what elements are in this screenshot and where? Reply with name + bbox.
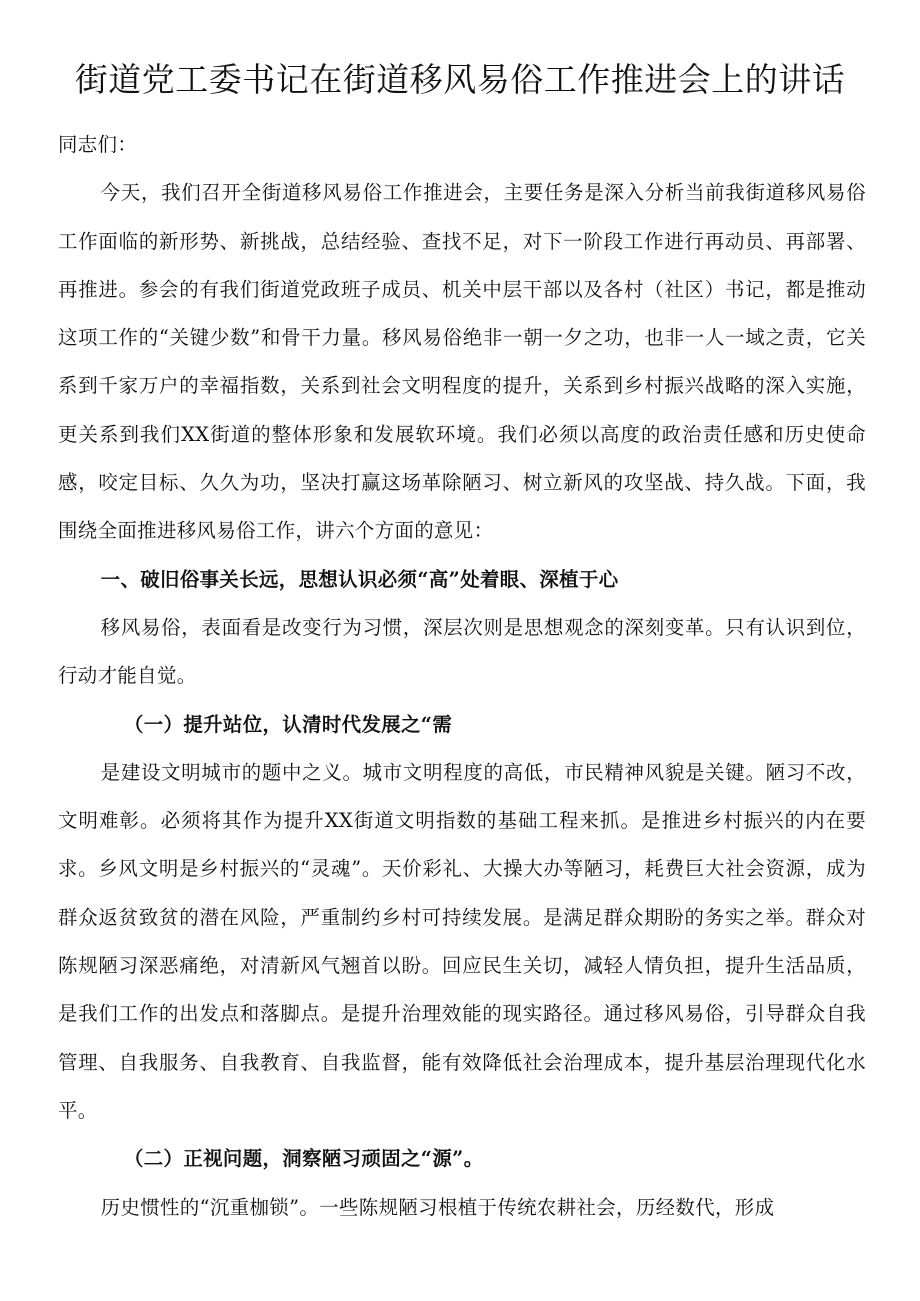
document-body — [58, 121, 866, 1232]
section-1-paragraph: 移风易俗，表面看是改变行为习惯，深层次则是思想观念的深刻变革。只有认识到位，行动才能自觉。 — [58, 615, 866, 688]
intro-paragraph: 今天，我们召开全街道移风易俗工作推进会，主要任务是深入分析当前我街道移风易俗工作面临的新形势、新挑战，总结经验、查找不足，对下一阶段工作进行再动员、再部署、再推进。参会的有我们街道党政班子成员、机关中层干部以及各村（社区）书记，都是推动这项工作的“关键少数”和骨干力量。移风易俗绝非一朝一夕之功，也非一人一域之责，它关系到千家万户的幸福指数，关系到社会文明程度的提升，关系到乡村振兴战略的深入实施，更关系到我们XX街道的整体形象和发展软环境。我们必须以高度的政治责任感和历史使命感，咬定目标、久久为功，坚决打赢这场革除陋习、树立新风的攻坚战、持久战。下面，我围绕全面推进移风易俗工作，讲六个方面的意见： — [58, 181, 866, 543]
subsection-2-heading: （二）正视问题，洞察陋习顽固之“源”。 — [123, 1147, 484, 1171]
subsection-1-heading: （一）提升站位，认清时代发展之“需 — [123, 712, 453, 736]
document-title: 街道党工委书记在街道移风易俗工作推进会上的讲话 — [74, 60, 846, 99]
subsection-2-paragraph: 历史惯性的“沉重枷锁”。一些陈规陋习根植于传统农耕社会，历经数代，形成 — [100, 1195, 775, 1219]
greeting: 同志们： — [58, 133, 138, 156]
subsection-1-paragraph: 是建设文明城市的题中之义。城市文明程度的高低，市民精神风貌是关键。陋习不改，文明难彰。必须将其作为提升XX街道文明指数的基础工程来抓。是推进乡村振兴的内在要求。乡风文明是乡村振兴的“灵魂”。天价彩礼、大操大办等陋习，耗费巨大社会资源，成为群众返贫致贫的潜在风险，严重制约乡村可持续发展。是满足群众期盼的务实之举。群众对陈规陋习深恶痛绝，对清新风气翘首以盼。回应民生关切，减轻人情负担，提升生活品质，是我们工作的出发点和落脚点。是提升治理效能的现实路径。通过移风易俗，引导群众自我管理、自我服务、自我教育、自我监督，能有效降低社会治理成本，提升基层治理现代化水平。 — [58, 760, 866, 1122]
section-1-heading: 一、破旧俗事关长远，思想认识必须“高”处着眼、深植于心 — [100, 567, 619, 591]
